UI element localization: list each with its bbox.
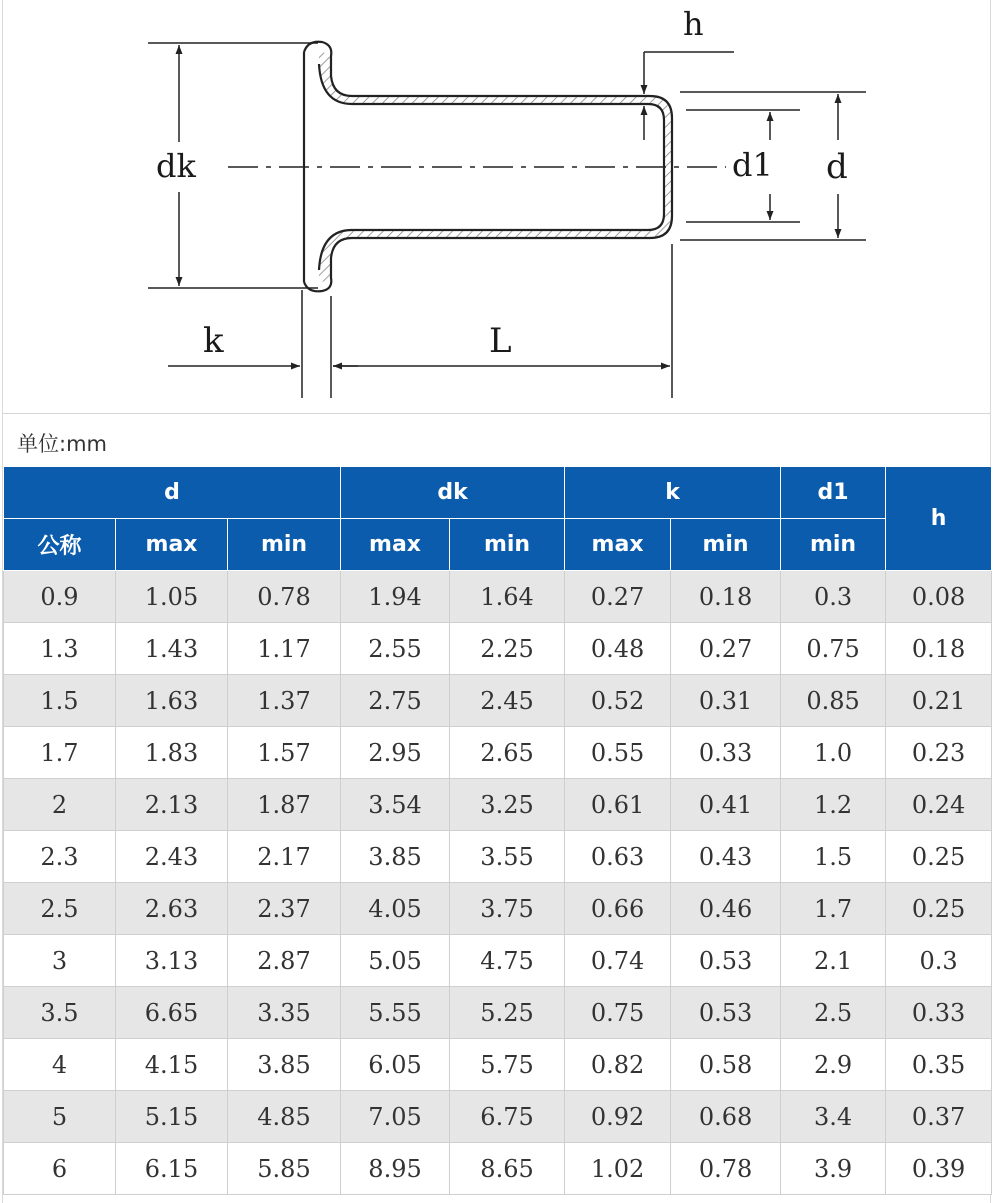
table-cell: 1.5 <box>781 831 886 883</box>
table-cell: 2.43 <box>116 831 228 883</box>
table-cell: 4.75 <box>450 935 565 987</box>
header-h: h <box>886 467 992 571</box>
table-cell: 3.85 <box>228 1039 341 1091</box>
table-cell: 0.78 <box>228 571 341 623</box>
table-cell: 0.21 <box>886 675 992 727</box>
label-h: h <box>683 5 704 43</box>
table-cell: 4.05 <box>341 883 450 935</box>
table-cell: 2.55 <box>341 623 450 675</box>
subheader-d-min: min <box>228 519 341 571</box>
subheader-d-max: max <box>116 519 228 571</box>
table-cell: 1.43 <box>116 623 228 675</box>
table-cell: 0.85 <box>781 675 886 727</box>
table-cell: 3.25 <box>450 779 565 831</box>
table-cell: 0.61 <box>565 779 671 831</box>
table-cell: 6.05 <box>341 1039 450 1091</box>
table-row <box>4 571 992 623</box>
table-cell: 2 <box>4 779 116 831</box>
table-cell: 4.15 <box>116 1039 228 1091</box>
table-row <box>4 1143 992 1195</box>
table-cell: 2.37 <box>228 883 341 935</box>
table-cell: 8.65 <box>450 1143 565 1195</box>
table-cell: 0.31 <box>671 675 781 727</box>
table-cell: 2.25 <box>450 623 565 675</box>
table-cell: 2.9 <box>781 1039 886 1091</box>
table-cell: 0.3 <box>886 935 992 987</box>
table-cell: 2.5 <box>4 883 116 935</box>
subheader-dk-min: min <box>450 519 565 571</box>
table-cell: 1.63 <box>116 675 228 727</box>
table-cell: 6.75 <box>450 1091 565 1143</box>
unit-label: 单位:mm <box>17 432 107 456</box>
table-cell: 8.95 <box>341 1143 450 1195</box>
table-cell: 1.7 <box>781 883 886 935</box>
table-cell: 2.17 <box>228 831 341 883</box>
table-cell: 1.0 <box>781 727 886 779</box>
table-cell: 5.25 <box>450 987 565 1039</box>
header-k: k <box>565 467 781 519</box>
table-cell: 1.57 <box>228 727 341 779</box>
table-cell: 3.35 <box>228 987 341 1039</box>
table-cell: 0.82 <box>565 1039 671 1091</box>
table-cell: 7.05 <box>341 1091 450 1143</box>
table-row <box>4 727 992 779</box>
table-header <box>4 467 992 571</box>
table-cell: 5.75 <box>450 1039 565 1091</box>
table-cell: 0.68 <box>671 1091 781 1143</box>
label-d: d <box>826 147 848 187</box>
subheader-k-max: max <box>565 519 671 571</box>
table-cell: 0.18 <box>886 623 992 675</box>
table-cell: 5.05 <box>341 935 450 987</box>
table-cell: 0.75 <box>565 987 671 1039</box>
table-cell: 2.1 <box>781 935 886 987</box>
sub-header-row <box>4 519 992 571</box>
table-row <box>4 779 992 831</box>
table-cell: 0.9 <box>4 571 116 623</box>
table-cell: 0.63 <box>565 831 671 883</box>
table-cell: 1.94 <box>341 571 450 623</box>
table-row <box>4 831 992 883</box>
table-cell: 0.43 <box>671 831 781 883</box>
table-cell: 6 <box>4 1143 116 1195</box>
table-cell: 1.37 <box>228 675 341 727</box>
table-cell: 4 <box>4 1039 116 1091</box>
label-k: k <box>203 321 224 361</box>
table-cell: 4.85 <box>228 1091 341 1143</box>
unit-row <box>3 413 990 465</box>
subheader-dk-max: max <box>341 519 450 571</box>
table-cell: 2.5 <box>781 987 886 1039</box>
table-cell: 2.3 <box>4 831 116 883</box>
table-cell: 0.53 <box>671 935 781 987</box>
table-row <box>4 935 992 987</box>
table-cell: 0.35 <box>886 1039 992 1091</box>
table-cell: 1.02 <box>565 1143 671 1195</box>
table-cell: 0.53 <box>671 987 781 1039</box>
table-cell: 0.75 <box>781 623 886 675</box>
dimension-labels <box>156 5 848 361</box>
table-row <box>4 1039 992 1091</box>
table-row <box>4 623 992 675</box>
table-cell: 0.74 <box>565 935 671 987</box>
table-cell: 2.63 <box>116 883 228 935</box>
table-cell: 3.5 <box>4 987 116 1039</box>
table-cell: 0.24 <box>886 779 992 831</box>
table-cell: 2.13 <box>116 779 228 831</box>
header-d: d <box>4 467 341 519</box>
table-cell: 2.65 <box>450 727 565 779</box>
table-row <box>4 987 992 1039</box>
rivet-technical-drawing <box>0 0 995 412</box>
table-cell: 1.2 <box>781 779 886 831</box>
table-cell: 0.18 <box>671 571 781 623</box>
table-cell: 0.55 <box>565 727 671 779</box>
table-cell: 1.64 <box>450 571 565 623</box>
table-cell: 0.37 <box>886 1091 992 1143</box>
table-cell: 0.08 <box>886 571 992 623</box>
label-dk: dk <box>156 147 196 185</box>
table-cell: 1.83 <box>116 727 228 779</box>
table-cell: 0.39 <box>886 1143 992 1195</box>
table-cell: 0.3 <box>781 571 886 623</box>
table-cell: 3.13 <box>116 935 228 987</box>
label-L: L <box>489 321 512 361</box>
table-cell: 0.48 <box>565 623 671 675</box>
table-cell: 1.87 <box>228 779 341 831</box>
header-dk: dk <box>341 467 565 519</box>
table-cell: 3.85 <box>341 831 450 883</box>
table-cell: 0.46 <box>671 883 781 935</box>
label-d1: d1 <box>732 146 773 184</box>
table-cell: 6.65 <box>116 987 228 1039</box>
table-cell: 2.45 <box>450 675 565 727</box>
group-header-row <box>4 467 992 519</box>
table-cell: 5.55 <box>341 987 450 1039</box>
table-cell: 1.3 <box>4 623 116 675</box>
table-cell: 0.52 <box>565 675 671 727</box>
subheader-d1-min: min <box>781 519 886 571</box>
table-cell: 0.27 <box>565 571 671 623</box>
table-cell: 1.7 <box>4 727 116 779</box>
table-cell: 0.23 <box>886 727 992 779</box>
table-cell: 5 <box>4 1091 116 1143</box>
subheader-nominal: 公称 <box>4 519 116 571</box>
table-cell: 5.85 <box>228 1143 341 1195</box>
subheader-k-min: min <box>671 519 781 571</box>
table-cell: 5.15 <box>116 1091 228 1143</box>
table-cell: 0.66 <box>565 883 671 935</box>
spec-table <box>3 466 992 1195</box>
table-cell: 1.05 <box>116 571 228 623</box>
table-body <box>4 571 992 1195</box>
table-cell: 2.95 <box>341 727 450 779</box>
table-cell: 0.25 <box>886 831 992 883</box>
table-cell: 0.78 <box>671 1143 781 1195</box>
table-cell: 3.54 <box>341 779 450 831</box>
table-cell: 3.75 <box>450 883 565 935</box>
table-row <box>4 675 992 727</box>
table-cell: 6.15 <box>116 1143 228 1195</box>
header-d1: d1 <box>781 467 886 519</box>
table-cell: 1.17 <box>228 623 341 675</box>
table-cell: 3.4 <box>781 1091 886 1143</box>
table-cell: 3.55 <box>450 831 565 883</box>
table-cell: 0.27 <box>671 623 781 675</box>
table-cell: 0.25 <box>886 883 992 935</box>
table-cell: 0.33 <box>886 987 992 1039</box>
table-row <box>4 883 992 935</box>
table-cell: 2.75 <box>341 675 450 727</box>
table-cell: 0.33 <box>671 727 781 779</box>
table-cell: 0.92 <box>565 1091 671 1143</box>
table-cell: 3 <box>4 935 116 987</box>
table-cell: 1.5 <box>4 675 116 727</box>
table-row <box>4 1091 992 1143</box>
table-cell: 3.9 <box>781 1143 886 1195</box>
table-cell: 0.41 <box>671 779 781 831</box>
table-cell: 0.58 <box>671 1039 781 1091</box>
table-cell: 2.87 <box>228 935 341 987</box>
